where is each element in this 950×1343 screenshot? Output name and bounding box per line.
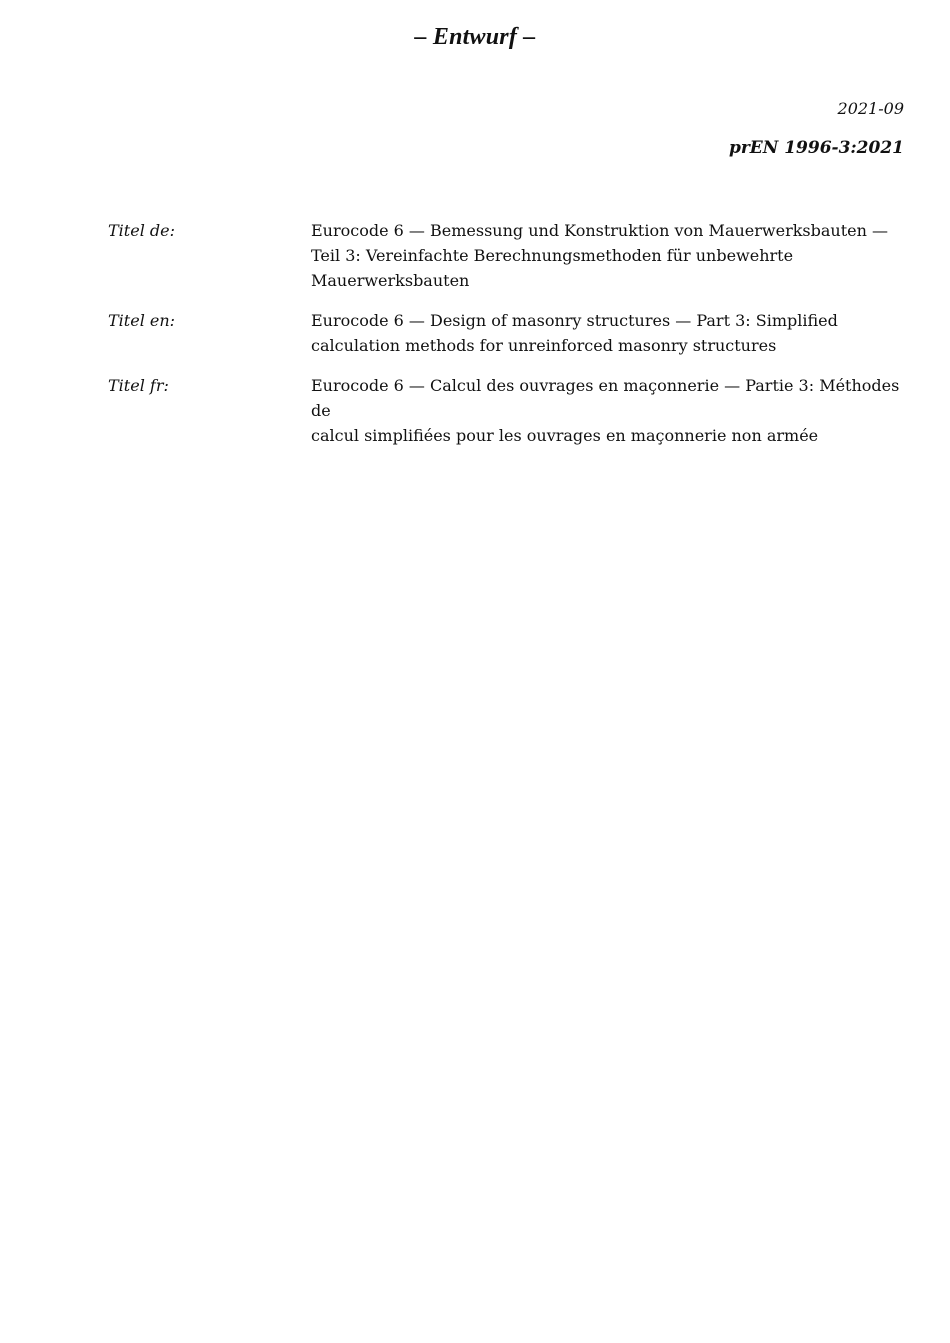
title-text-fr [311,373,908,448]
title-line: Eurocode 6 — Design of masonry structures — Part 3: Simplified [311,311,838,330]
title-line: calcul simplifiées pour les ouvrages en maçonnerie non armée [311,426,819,445]
title-line: Mauerwerksbauten [311,271,470,290]
title-row-fr [108,373,908,448]
title-label-fr: Titel fr: [108,376,169,395]
title-line: Teil 3: Vereinfachte Berechnungsmethoden für unbewehrte [311,246,794,265]
title-label-en: Titel en: [108,311,176,330]
title-table [108,218,908,463]
title-text-de [311,218,908,293]
title-line: Eurocode 6 — Bemessung und Konstruktion von Mauerwerksbauten — [311,221,888,240]
title-text-en [311,308,908,358]
title-row-de [108,218,908,293]
draft-heading: – Entwurf – [414,24,536,50]
title-line: Eurocode 6 — Calcul des ouvrages en maçonnerie — Partie 3: Méthodes de [311,376,900,420]
title-label-de: Titel de: [108,221,175,240]
document-date: 2021-09 [837,99,904,118]
title-row-en [108,308,908,358]
title-line: calculation methods for unreinforced masonry structures [311,336,777,355]
document-number: prEN 1996-3:2021 [728,138,904,158]
